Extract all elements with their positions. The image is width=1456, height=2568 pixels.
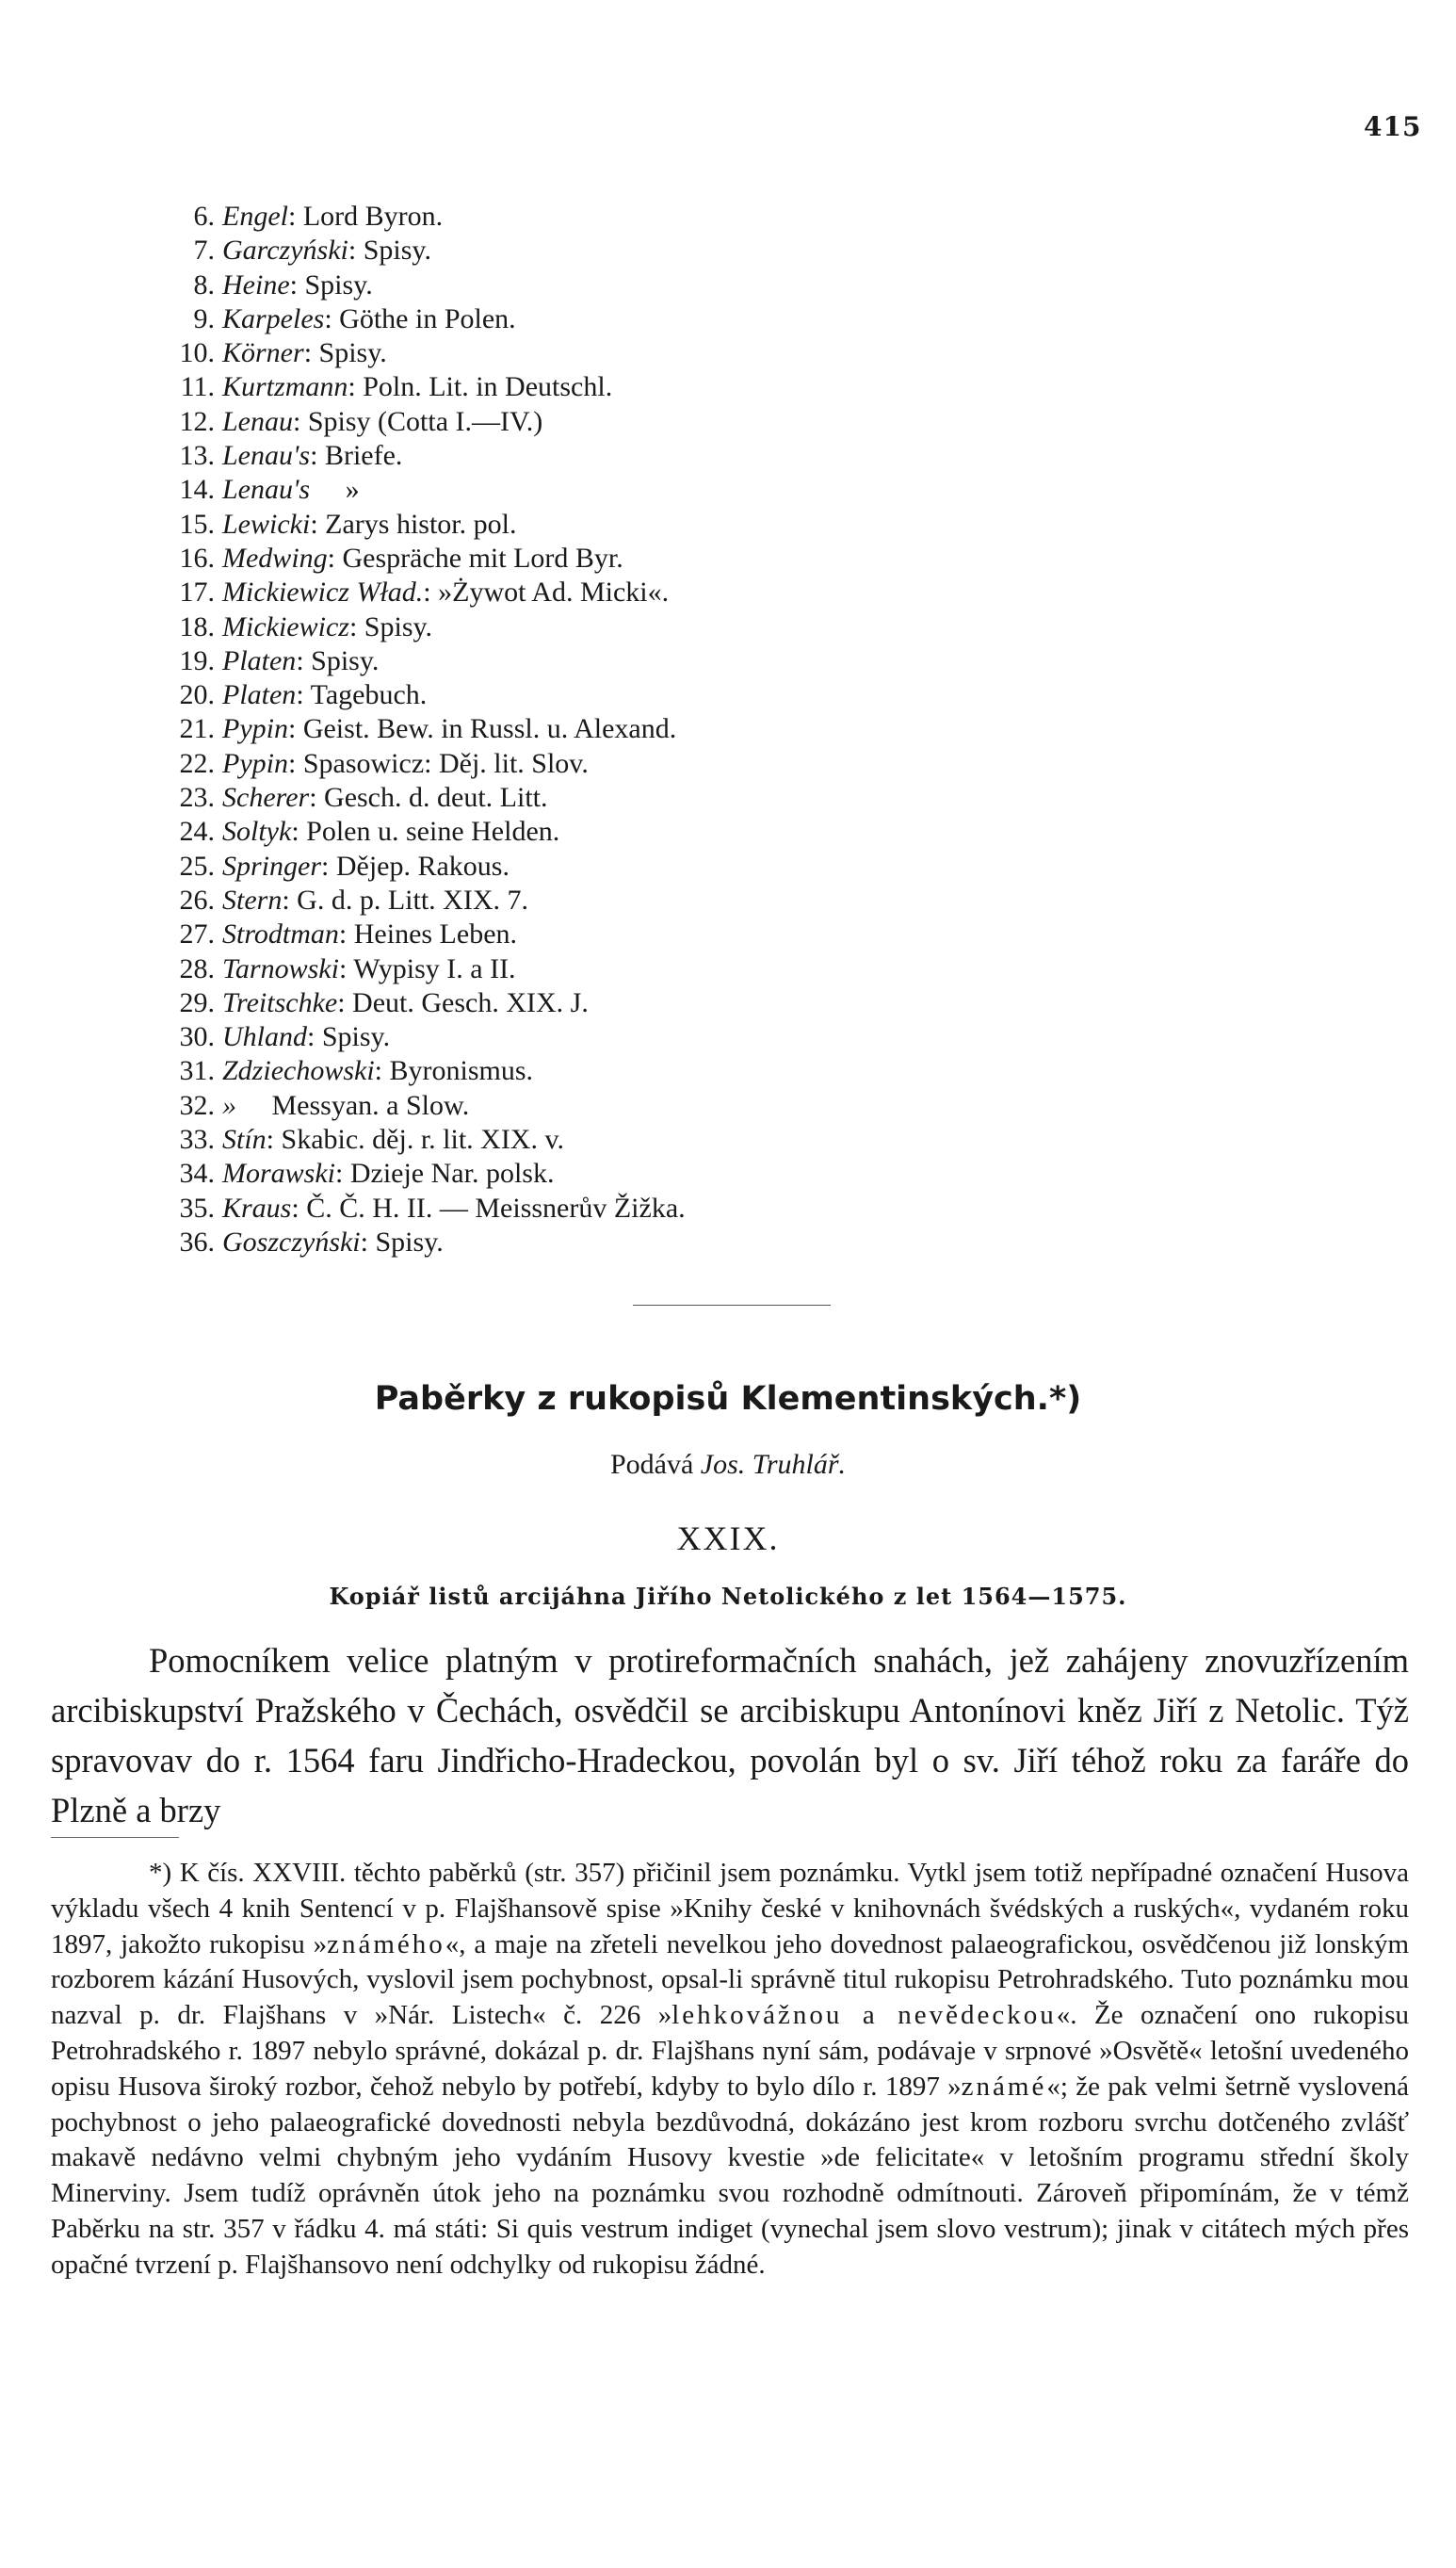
- list-item-author: Heine: [222, 268, 290, 301]
- list-item-number: 23.: [179, 782, 215, 814]
- list-item-author: Pypin: [222, 713, 288, 745]
- list-item-separator: :: [307, 1021, 322, 1053]
- list-item-author: Morawski: [222, 1158, 335, 1190]
- list-item-author: Soltyk: [222, 816, 292, 848]
- list-item-number: 18.: [179, 610, 215, 642]
- list-item-work: Lord Byron.: [302, 201, 444, 232]
- list-item-separator: :: [291, 816, 307, 848]
- list-item-work: Göthe in Polen.: [339, 302, 516, 334]
- section-number: XXIX.: [676, 1520, 780, 1557]
- list-item-separator: :: [348, 610, 364, 642]
- list-item-author: Mickiewicz: [222, 610, 349, 642]
- list-item-number: 36.: [179, 1226, 215, 1258]
- list-item: [141, 1089, 686, 1123]
- list-item-author: Scherer: [222, 782, 310, 814]
- list-item-number: 28.: [179, 952, 215, 984]
- list-item-author: Treitschke: [222, 986, 338, 1018]
- list-item: [141, 405, 686, 439]
- list-item-work: Gespräche mit Lord Byr.: [342, 542, 623, 574]
- list-item-separator: :: [310, 440, 325, 472]
- list-item-separator: :: [289, 268, 305, 301]
- list-item-separator: :: [348, 371, 364, 403]
- footnote: [51, 1856, 1409, 2284]
- list-item-number: 11.: [180, 371, 215, 403]
- list-item-separator: :: [360, 1226, 376, 1258]
- list-item-work: Heines Leben.: [353, 918, 518, 951]
- list-item: [141, 1192, 686, 1226]
- list-item-separator: :: [423, 577, 439, 609]
- list-item: [141, 1020, 686, 1054]
- body-text: Pomocníkem velice platným v protireformačních snahách, jež zahájeny znovuzřízením arcibiskupství Pražského v Čechách, osvědčil se arcibiskupu Antonínovi kněz Jiří z Netolic. Týž spravovav do r. 1564 faru Jindřicho-Hradeckou, povolán byl o sv. Jiří téhož roku za faráře do Plzně a brzy: [51, 1641, 1409, 1829]
- list-item-separator: :: [296, 679, 311, 711]
- list-item-work: »: [345, 474, 360, 506]
- byline-prefix: Podává: [609, 1449, 694, 1480]
- list-item-separator: :: [293, 405, 308, 437]
- list-item-number: 21.: [179, 713, 215, 745]
- list-item-separator: :: [338, 918, 354, 951]
- list-item-author: Springer: [222, 850, 321, 882]
- list-item-author: Goszczyński: [222, 1226, 361, 1258]
- list-item-author: Kurtzmann: [222, 371, 348, 403]
- list-item-work: Spisy.: [318, 337, 387, 369]
- list-item-work: Byronismus.: [389, 1055, 534, 1087]
- list-item-separator: :: [303, 337, 319, 369]
- list-item-separator: :: [287, 747, 303, 779]
- list-item-work: Spasowicz: Děj. lit. Slov.: [302, 747, 589, 779]
- list-item: [141, 268, 686, 302]
- list-item-author: Lenau: [222, 405, 293, 437]
- list-item-author: Körner: [222, 337, 304, 369]
- list-item-work: Poln. Lit. in Deutschl.: [363, 371, 613, 403]
- list-item-work: Dzieje Nar. polsk.: [349, 1158, 555, 1190]
- list-item: [141, 815, 686, 849]
- list-item-work: Deut. Gesch. XIX. J.: [352, 986, 589, 1018]
- list-item-number: 26.: [179, 884, 215, 916]
- list-item-separator: :: [291, 1192, 307, 1224]
- list-item-separator: :: [337, 986, 353, 1018]
- list-item: [141, 747, 686, 781]
- list-item: [141, 1123, 686, 1157]
- list-item-number: 17.: [179, 577, 215, 609]
- list-item-number: 27.: [179, 918, 215, 951]
- list-item-number: 30.: [179, 1021, 215, 1053]
- list-item-separator: :: [282, 884, 298, 916]
- list-item-work: Spisy (Cotta I.—IV.): [307, 405, 543, 437]
- footnote-spaced-1: známého: [327, 1928, 445, 1959]
- list-item-work: Spisy.: [363, 235, 431, 267]
- footnote-spaced-3: známé: [961, 2071, 1047, 2102]
- list-item-author: Tarnowski: [222, 952, 339, 984]
- list-item-number: 14.: [179, 474, 215, 506]
- list-item: [141, 370, 686, 404]
- list-item: [141, 610, 686, 644]
- list-item-author: Medwing: [222, 542, 328, 574]
- list-item-work: »Żywot Ad. Micki«.: [438, 577, 670, 609]
- section-subheading: Kopiář listů arcijáhna Jiřího Netolického z let 1564—1575.: [329, 1583, 1127, 1610]
- body-paragraph: [51, 1635, 1409, 1835]
- list-item-number: 7.: [193, 235, 215, 267]
- list-item-work: Messyan. a Slow.: [271, 1089, 470, 1121]
- list-item-work: Tagebuch.: [310, 679, 428, 711]
- list-item-number: 22.: [179, 747, 215, 779]
- list-item-number: 6.: [193, 201, 215, 232]
- list-item-number: 25.: [179, 850, 215, 882]
- list-item-author: Zdziechowski: [222, 1055, 375, 1087]
- list-item: [141, 884, 686, 918]
- list-item-number: 12.: [179, 405, 215, 437]
- list-item-separator: :: [287, 713, 303, 745]
- list-item-work: Dějep. Rakous.: [335, 850, 510, 882]
- reference-list: [141, 200, 686, 1260]
- footnote-spaced-2: lehkovážnou a nevědeckou: [671, 2000, 1057, 2031]
- list-item-number: 20.: [179, 679, 215, 711]
- list-item-number: 10.: [179, 337, 215, 369]
- list-item-work: Polen u. seine Helden.: [306, 816, 560, 848]
- footnote-text-2: «, a maje na zřeteli nevelkou jeho dovednost palaeografickou, osvědčenou již lonským rozborem kázání Husových, vyslovil jsem pochybnost, opsal-li správně titul rukopisu Petrohradského. Tuto poznámku mou nazval p. dr. Flajšhans v »Nár. Listech« č. 226 »: [51, 1928, 1409, 2031]
- list-item: [141, 542, 686, 576]
- list-item: [141, 1226, 686, 1260]
- page-number: 415: [1364, 111, 1422, 142]
- list-item-separator: [310, 474, 346, 505]
- list-item-number: 31.: [179, 1055, 215, 1087]
- list-item-author: Platen: [222, 644, 297, 676]
- list-item-number: 34.: [179, 1158, 215, 1190]
- list-item: [141, 576, 686, 609]
- list-item-separator: :: [296, 644, 312, 676]
- list-item-separator: :: [324, 302, 340, 334]
- list-item-work: Spisy.: [321, 1021, 391, 1053]
- footnote-text-1: *) K čís. XXVIII. těchto paběrků (str. 357) přičinil jsem poznámku. Vytkl jsem totiž nepřípadné označení Husova výkladu všech 4 knih Sentencí v p. Flajšhansově spise »Knihy české v knihovnách švédských a ruských«, vydaném roku 1897, jakožto rukopisu »: [51, 1858, 1409, 1959]
- list-item: [141, 678, 686, 712]
- list-item: [141, 508, 686, 542]
- list-item: [141, 952, 686, 986]
- list-item-separator: :: [321, 850, 336, 882]
- byline: [0, 1449, 1456, 1481]
- list-item: [141, 1157, 686, 1191]
- list-item-author: Uhland: [222, 1021, 307, 1053]
- list-item-work: Spisy.: [311, 644, 380, 676]
- list-item-number: 15.: [179, 508, 215, 540]
- list-item-work: Skabic. děj. r. lit. XIX. v.: [281, 1124, 565, 1156]
- list-item: [141, 439, 686, 473]
- list-item-separator: :: [310, 508, 326, 540]
- list-item-number: 35.: [179, 1192, 215, 1224]
- list-item-separator: :: [266, 1124, 282, 1156]
- list-item: [141, 200, 686, 234]
- list-item-number: 32.: [179, 1089, 215, 1121]
- list-item-separator: :: [348, 235, 364, 267]
- byline-author: Jos. Truhlář.: [700, 1449, 847, 1480]
- list-item-number: 8.: [193, 268, 215, 301]
- list-item-author: Pypin: [222, 747, 288, 779]
- list-item-separator: :: [327, 542, 343, 574]
- list-item-number: 33.: [179, 1124, 215, 1156]
- footnote-text-3: «. Že označení ono rukopisu Petrohradského r. 1897 nebylo správné, dokázal p. dr. Flajšhans nyní sám, podávaje v srpnové »Osvětě« letošní uvedeného opisu Husova široký rozbor, čehož nebylo by potřebí, kdyby to bylo dílo r. 1897 »: [51, 2000, 1409, 2102]
- list-item: [141, 918, 686, 951]
- list-item-work: Gesch. d. deut. Litt.: [324, 782, 548, 814]
- list-item: [141, 336, 686, 370]
- list-item-separator: :: [338, 952, 354, 984]
- list-item-author: Garczyński: [222, 235, 348, 267]
- list-item-number: 9.: [193, 302, 215, 334]
- list-item-separator: :: [335, 1158, 350, 1190]
- list-item-work: Geist. Bew. in Russl. u. Alexand.: [302, 713, 677, 745]
- list-item-work: G. d. p. Litt. XIX. 7.: [297, 884, 528, 916]
- list-item: [141, 473, 686, 507]
- list-item-work: Zarys histor. pol.: [325, 508, 517, 540]
- footnote-text-4: «; že pak velmi šetrně vyslovená pochybnost o jeho palaeografické dovednosti nebyla bezdůvodná, dokázáno jest krom rozboru svrchu dotčeného zvlášť makavě nedávno velmi chybným jeho vydáním Husovy kvestie »de felicitate« v letošním programu střední školy Minerviny. Jsem tudíž oprávněn útok jeho na poznámku svou rozhodně odmítnouti. Zároveň připomínám, že v témž Paběrku na str. 357 v řádku 4. má státi: Si quis vestrum indiget (vynechal jsem slovo vestrum); jinak v citátech mých přes opačné tvrzení p. Flajšhansovo není odchylky od rukopisu žádné.: [51, 2071, 1409, 2280]
- list-item-author: Engel: [222, 201, 288, 232]
- list-item-number: 24.: [179, 816, 215, 848]
- list-item-work: Spisy.: [364, 610, 433, 642]
- list-item-number: 13.: [179, 440, 215, 472]
- list-item-work: Spisy.: [304, 268, 373, 301]
- list-item-separator: :: [287, 201, 303, 232]
- list-item-number: 19.: [179, 644, 215, 676]
- list-item: [141, 781, 686, 815]
- list-item: [141, 644, 686, 678]
- list-item-author: Mickiewicz Wład.: [222, 577, 424, 609]
- list-item-author: Platen: [222, 679, 297, 711]
- list-item-work: Spisy.: [375, 1226, 444, 1258]
- list-item-number: 16.: [179, 542, 215, 574]
- list-item: [141, 234, 686, 268]
- list-item-separator: :: [374, 1055, 390, 1087]
- list-item-separator: [236, 1090, 272, 1121]
- list-item: [141, 986, 686, 1020]
- list-item-author: Kraus: [222, 1192, 292, 1224]
- list-item: [141, 850, 686, 884]
- list-item-author: Lenau's: [222, 474, 311, 506]
- list-item-author: Stern: [222, 884, 283, 916]
- list-item-author: Strodtman: [222, 918, 339, 951]
- list-item-work: Wypisy I. a II.: [353, 952, 516, 984]
- article-title: Paběrky z rukopisů Klementinských.*): [374, 1380, 1082, 1418]
- list-item-author: »: [222, 1089, 236, 1121]
- list-item: [141, 302, 686, 336]
- section-divider: [633, 1305, 831, 1306]
- list-item: [141, 712, 686, 746]
- list-item-work: Č. Č. H. II. — Meissnerův Žižka.: [306, 1192, 686, 1224]
- list-item-author: Stín: [222, 1124, 267, 1156]
- list-item-separator: :: [309, 782, 325, 814]
- list-item: [141, 1054, 686, 1088]
- list-item-author: Karpeles: [222, 302, 325, 334]
- footnote-divider: [51, 1837, 179, 1838]
- list-item-number: 29.: [179, 986, 215, 1018]
- list-item-author: Lenau's: [222, 440, 311, 472]
- list-item-work: Briefe.: [324, 440, 403, 472]
- list-item-author: Lewicki: [222, 508, 311, 540]
